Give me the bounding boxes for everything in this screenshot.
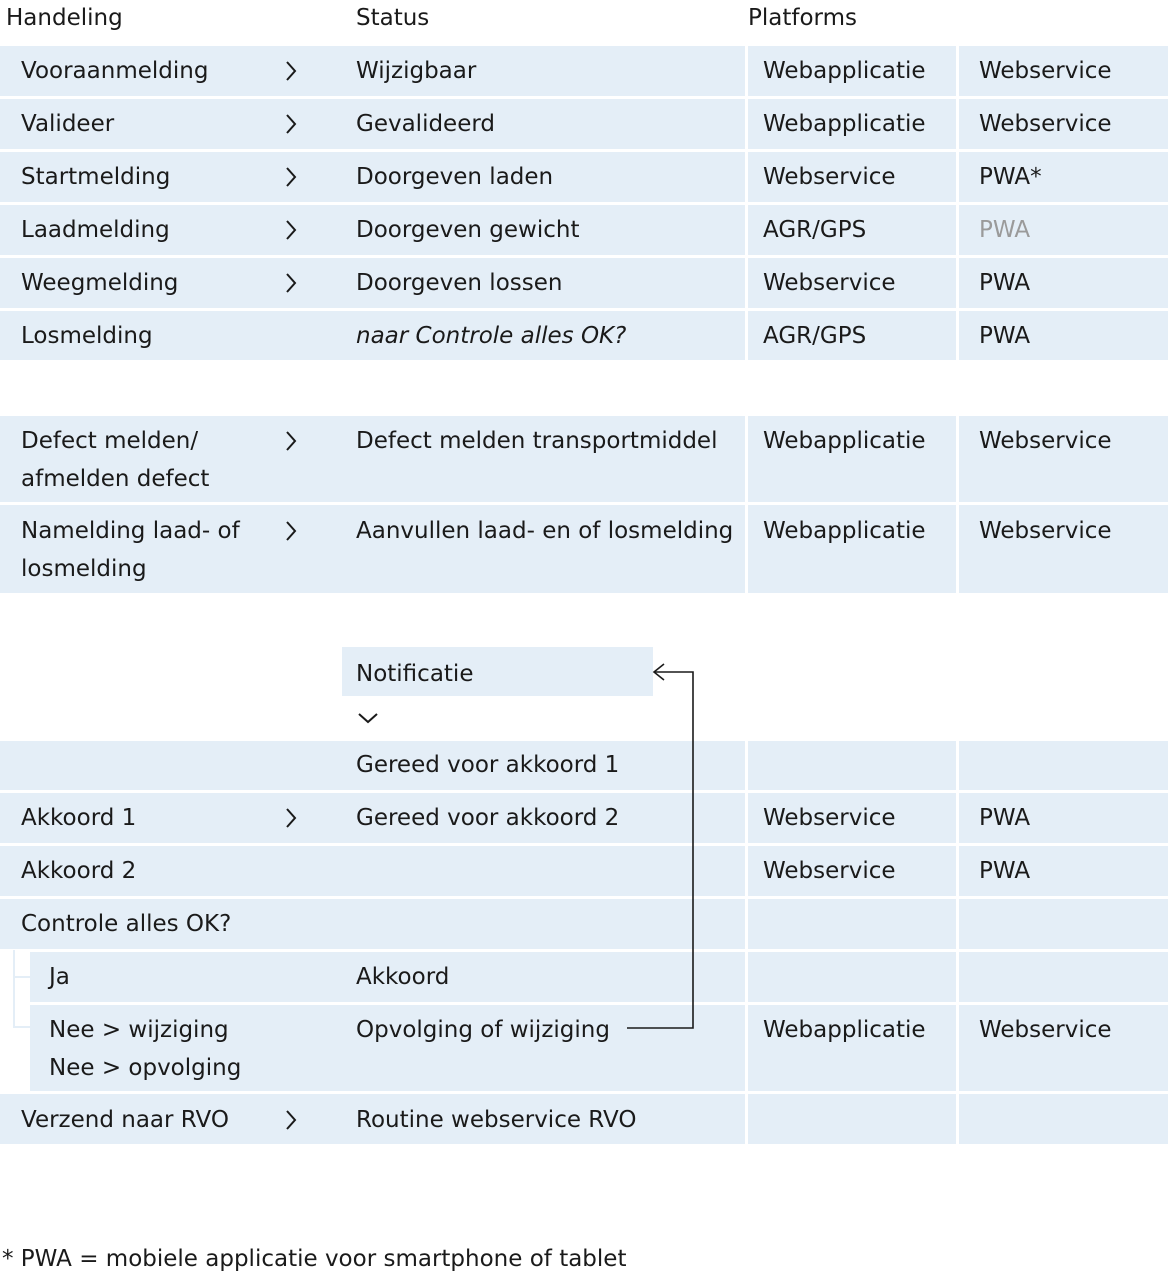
status-label: Gereed voor akkoord 2	[356, 805, 620, 831]
status-label: Opvolging of wijziging	[356, 1017, 610, 1043]
platform-label: Webservice	[763, 164, 896, 190]
action-label: Losmelding	[21, 323, 153, 349]
action-label: Akkoord 1	[21, 805, 137, 831]
action-label: Akkoord 2	[21, 858, 137, 884]
status-label-italic: naar Controle alles OK?	[356, 323, 627, 349]
action-label: Nee > wijziging	[49, 1017, 229, 1043]
notification-label: Notificatie	[356, 661, 474, 687]
header-handeling: Handeling	[6, 5, 123, 31]
action-label: Startmelding	[21, 164, 171, 190]
platform-label: Webapplicatie	[763, 518, 926, 544]
platform-label: Webapplicatie	[763, 428, 926, 454]
status-label: Aanvullen laad- en of losmelding	[356, 518, 734, 544]
platform-label-muted: PWA	[979, 217, 1031, 243]
platform-label: Webservice	[979, 518, 1112, 544]
action-label: Weegmelding	[21, 270, 179, 296]
status-label: Doorgeven gewicht	[356, 217, 580, 243]
status-label: Wijzigbaar	[356, 58, 477, 84]
return-arrow-line	[627, 672, 693, 1028]
platform-label: PWA	[979, 323, 1031, 349]
platform-label: Webservice	[763, 270, 896, 296]
action-label: Nee > opvolging	[49, 1055, 242, 1081]
platform-label: Webservice	[979, 58, 1112, 84]
platform-label: Webservice	[763, 805, 896, 831]
action-label: Verzend naar RVO	[21, 1107, 229, 1133]
action-label: Vooraanmelding	[21, 58, 209, 84]
platform-label: PWA	[979, 270, 1031, 296]
platform-label: Webapplicatie	[763, 58, 926, 84]
action-label: Namelding laad- of	[21, 518, 240, 544]
platform-label: AGR/GPS	[763, 323, 867, 349]
status-label: Akkoord	[356, 964, 450, 990]
platform-label: Webservice	[763, 858, 896, 884]
status-label: Doorgeven lossen	[356, 270, 563, 296]
platform-label: PWA	[979, 805, 1031, 831]
action-label: afmelden defect	[21, 466, 210, 492]
action-label: Laadmelding	[21, 217, 170, 243]
platform-label: Webapplicatie	[763, 111, 926, 137]
status-label: Routine webservice RVO	[356, 1107, 637, 1133]
platform-label: PWA*	[979, 164, 1042, 190]
header-platforms: Platforms	[748, 5, 857, 31]
platform-label: Webservice	[979, 111, 1112, 137]
status-label: Doorgeven laden	[356, 164, 554, 190]
branch-bracket	[14, 950, 30, 1027]
platform-label: PWA	[979, 858, 1031, 884]
platform-label: Webapplicatie	[763, 1017, 926, 1043]
platform-label: AGR/GPS	[763, 217, 867, 243]
status-label: Defect melden transportmiddel	[356, 428, 718, 454]
platform-label: Webservice	[979, 428, 1112, 454]
header-status: Status	[356, 5, 430, 31]
platform-label: Webservice	[979, 1017, 1112, 1043]
status-label: Gevalideerd	[356, 111, 496, 137]
footnote: * PWA = mobiele applicatie voor smartphone of tablet	[2, 1246, 627, 1272]
action-label: Controle alles OK?	[21, 911, 232, 937]
action-label: Defect melden/	[21, 428, 199, 454]
status-label: Gereed voor akkoord 1	[356, 752, 620, 778]
action-label: losmelding	[21, 556, 147, 582]
action-label: Valideer	[21, 111, 115, 137]
action-label: Ja	[49, 964, 70, 990]
